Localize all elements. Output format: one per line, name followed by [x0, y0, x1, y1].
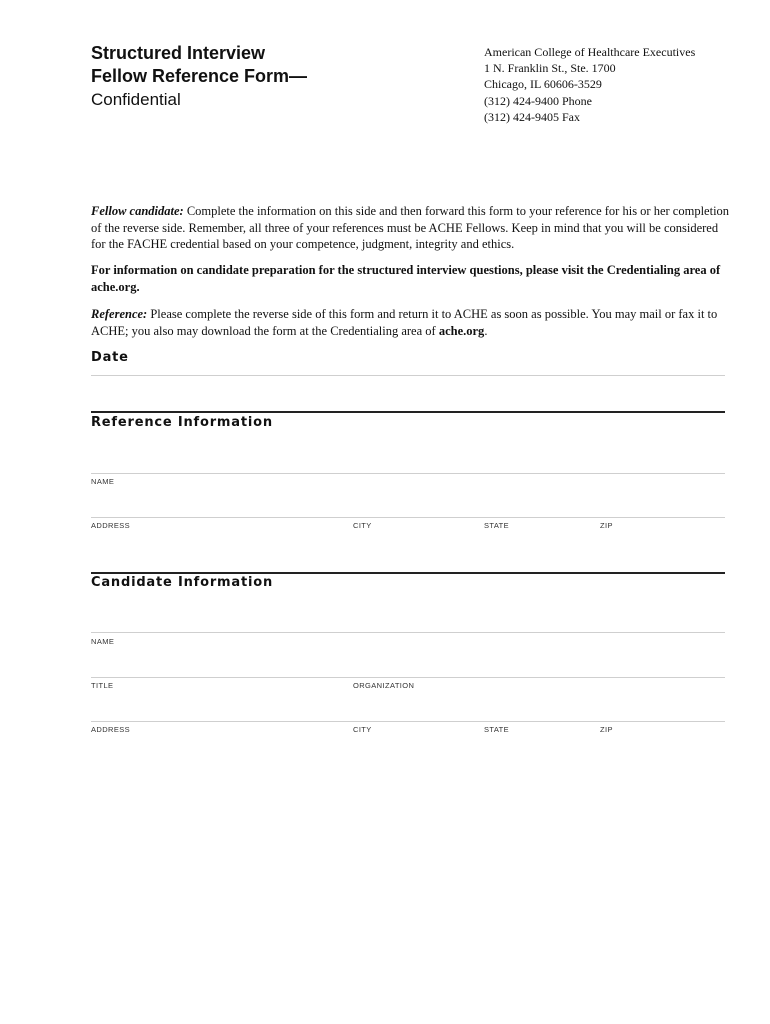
form-title [91, 42, 307, 88]
reference-section-heading: Reference Information [91, 415, 273, 430]
candidate-section-rule [91, 572, 725, 574]
title-line-2: Fellow Reference Form— [91, 66, 308, 86]
prep-link[interactable]: ache.org [91, 279, 137, 294]
candidate-zip-label: ZIP [600, 725, 613, 734]
org-city: Chicago, IL 60606-3529 [484, 77, 602, 92]
candidate-name-label: NAME [91, 637, 115, 646]
org-street: 1 N. Franklin St., Ste. 1700 [484, 61, 616, 76]
candidate-city-label: CITY [353, 725, 372, 734]
reference-city-label: CITY [353, 521, 372, 530]
reference-instructions [91, 306, 731, 339]
org-phone: (312) 424-9400 Phone [484, 93, 592, 108]
reference-state-label: STATE [484, 521, 510, 530]
prep-text: For information on candidate preparation for the structured interview questions, please visit the Credentialing area of [91, 263, 721, 277]
org-fax: (312) 424-9405 Fax [484, 109, 580, 124]
confidential-subtitle: Confidential [91, 90, 181, 109]
org-name: American College of Healthcare Executives [484, 45, 696, 59]
candidate-name-line[interactable] [91, 632, 725, 633]
candidate-address-label: ADDRESS [91, 725, 131, 734]
candidate-state-label: STATE [484, 725, 510, 734]
date-label: Date [91, 350, 129, 365]
candidate-title-line[interactable] [91, 677, 725, 678]
candidate-text: Complete the information on this side and then forward this form to your reference for his or her completion of the reverse side. Remember, all three of your references must be ACHE Fellows. Keep in mind that you will be considered for the FACHE credential based on your competence, judgment, integrity and ethics. [91, 204, 730, 251]
candidate-lead: Fellow candidate: [91, 204, 184, 218]
reference-text: Please complete the reverse side of this form and return it to ACHE as soon as possible. You may mail or fax it to ACHE; you also may download the form at the Credentialing area of [91, 307, 718, 338]
title-line-1: Structured Interview [91, 43, 266, 63]
organization-address [484, 44, 695, 125]
candidate-title-label: TITLE [91, 681, 114, 690]
reference-name-label: NAME [91, 477, 115, 486]
date-field-line[interactable] [91, 375, 725, 376]
reference-lead: Reference: [91, 307, 148, 321]
candidate-instructions [91, 203, 731, 253]
reference-link[interactable]: ache.org [438, 323, 485, 338]
reference-section-rule [91, 411, 725, 413]
candidate-address-line[interactable] [91, 721, 725, 722]
reference-zip-label: ZIP [600, 521, 613, 530]
reference-address-line[interactable] [91, 517, 725, 518]
reference-name-line[interactable] [91, 473, 725, 474]
candidate-organization-label: ORGANIZATION [353, 681, 415, 690]
preparation-note [91, 262, 731, 295]
reference-address-label: ADDRESS [91, 521, 131, 530]
candidate-section-heading: Candidate Information [91, 575, 274, 590]
prep-end: . [136, 279, 140, 294]
reference-end: . [484, 323, 488, 338]
